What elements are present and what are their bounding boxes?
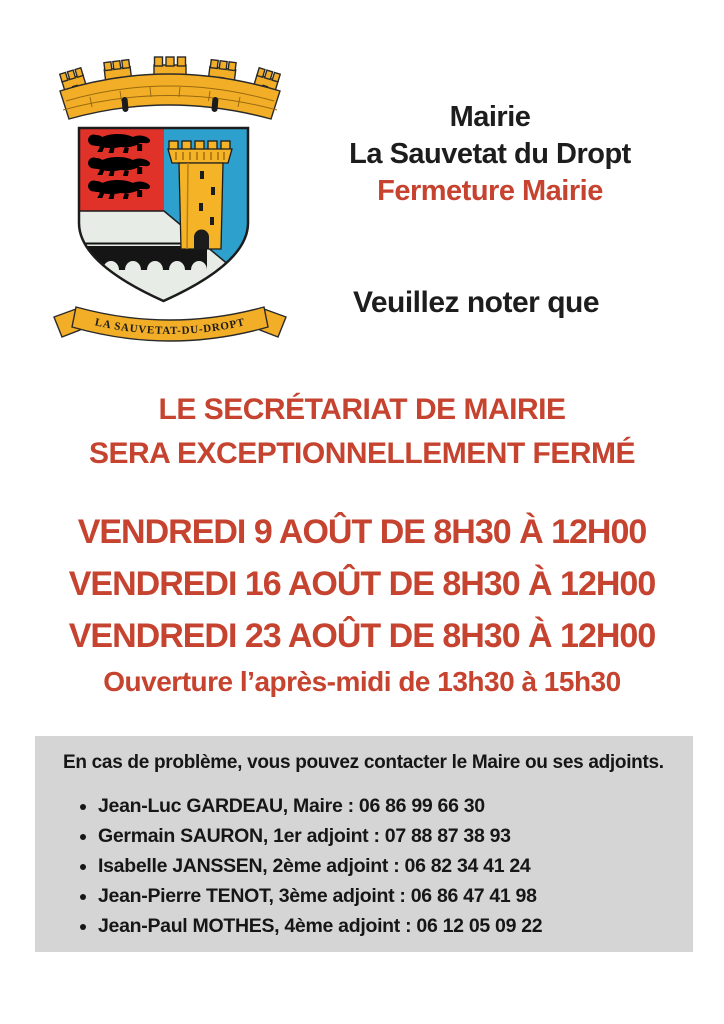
contact-item: • Jean-Pierre TENOT, 3ème adjoint : 06 86 47 41 98	[98, 881, 693, 911]
coat-of-arms	[50, 53, 290, 345]
veuillez-note: Veuillez noter que	[352, 286, 600, 319]
commune-name: La Sauvetat du Dropt	[349, 138, 631, 170]
afternoon-hours: Ouverture l’après-midi de 13h30 à 15h30	[103, 666, 621, 697]
fermeture-subtitle: Fermeture Mairie	[377, 175, 603, 207]
coat-of-arms-icon	[50, 53, 290, 345]
notice-title	[0, 388, 724, 476]
mural-crown-icon	[60, 57, 280, 119]
contact-item: • Isabelle JANSSEN, 2ème adjoint : 06 82 34 41 24	[98, 851, 693, 881]
closure-dates	[0, 506, 724, 662]
closure-date-line: VENDREDI 23 AOÛT DE 8H30 À 12H00	[68, 617, 656, 655]
contacts-list	[35, 791, 693, 941]
closure-date-line: VENDREDI 9 AOÛT DE 8H30 À 12H00	[77, 513, 647, 551]
contact-item: • Jean-Paul MOTHES, 4ème adjoint : 06 12 05 09 22	[98, 911, 693, 941]
closure-date-line: VENDREDI 16 AOÛT DE 8H30 À 12H00	[68, 565, 656, 603]
notice-title-line1: LE SECRÉTARIAT DE MAIRIE	[158, 393, 566, 426]
contacts-intro: En cas de problème, vous pouvez contacter le Maire ou ses adjoints.	[63, 752, 664, 773]
banner-ribbon-icon	[54, 307, 286, 341]
header-block	[335, 99, 645, 210]
contacts-panel	[35, 736, 693, 952]
contact-item: • Germain SAURON, 1er adjoint : 07 88 87 38 93	[98, 821, 693, 851]
notice-title-line2: SERA EXCEPTIONNELLEMENT FERMÉ	[88, 437, 636, 470]
mairie-title: Mairie	[449, 101, 531, 133]
crest-banner-text: LA SAUVETAT-DU-DROPT	[93, 316, 247, 338]
contact-item: • Jean-Luc GARDEAU, Maire : 06 86 99 66 30	[98, 791, 693, 821]
